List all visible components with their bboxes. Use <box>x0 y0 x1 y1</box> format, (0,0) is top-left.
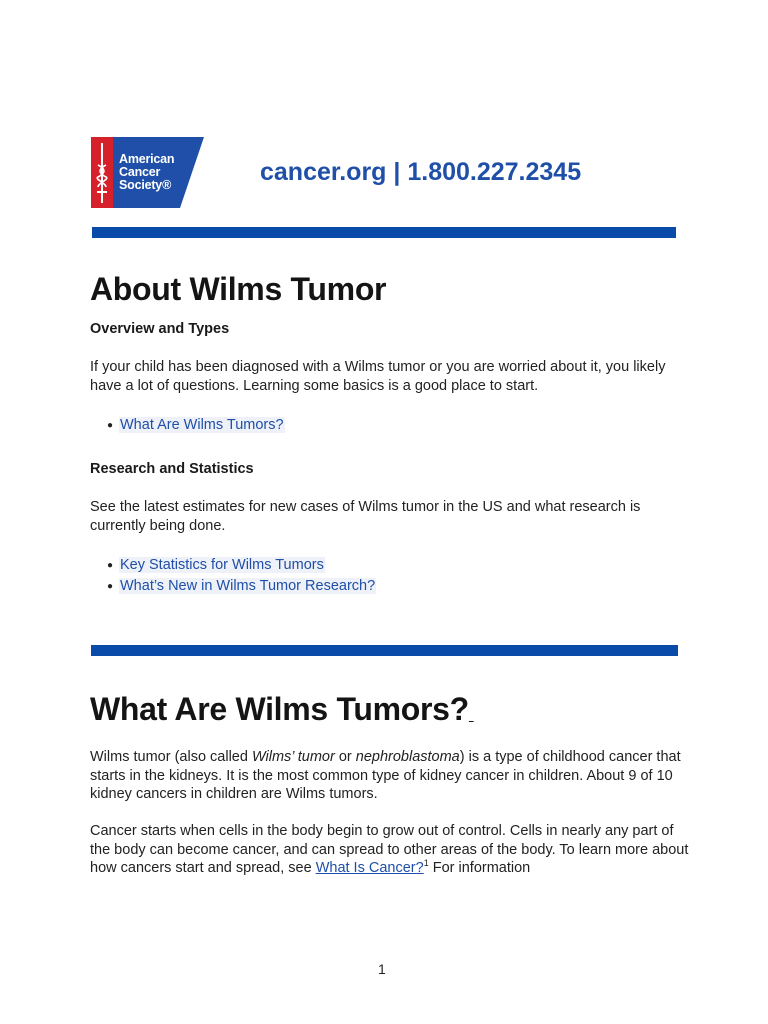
section-title-text: What Are Wilms Tumors? <box>90 691 469 727</box>
overview-heading: Overview and Types <box>90 321 230 337</box>
bullet-icon: ● <box>107 560 114 571</box>
contact-info: cancer.org | 1.800.227.2345 <box>260 158 582 186</box>
bullet-icon: ● <box>107 420 114 431</box>
logo-red-bar <box>91 137 113 208</box>
text-run: or <box>334 749 356 765</box>
section-divider <box>91 645 678 656</box>
list-item <box>107 576 376 597</box>
research-paragraph: See the latest estimates for new cases of Wilms tumor in the US and what research is currently being done. <box>90 499 641 534</box>
cancer-paragraph <box>90 822 690 878</box>
text-run: Cancer starts when cells in the body begin to grow out of control. Cells in nearly any part of the body can become cancer, and can spread to other areas of the body. To learn more about how cancers start and spread, see <box>90 823 689 876</box>
link-whats-new-research[interactable]: What’s New in Wilms Tumor Research? <box>120 578 376 594</box>
acs-logo <box>91 137 204 208</box>
italic-term: nephroblastoma <box>355 749 460 765</box>
link-key-statistics[interactable]: Key Statistics for Wilms Tumors <box>120 557 324 573</box>
sword-icon <box>95 143 109 203</box>
research-link-list <box>107 555 376 597</box>
overview-link-list <box>107 415 285 436</box>
page-number: 1 <box>378 961 386 977</box>
footnote-ref: 1 <box>423 858 429 869</box>
title-anchor <box>469 704 474 724</box>
overview-paragraph: If your child has been diagnosed with a Wilms tumor or you are worried about it, you likely have a lot of questions. Learning some basics is a good place to start. <box>90 359 666 394</box>
list-item <box>107 555 376 576</box>
list-item <box>107 415 285 436</box>
header-divider <box>92 227 676 238</box>
logo-line-2: Cancer <box>119 165 161 179</box>
italic-term: Wilms’ tumor <box>251 749 335 765</box>
definition-paragraph <box>90 748 690 804</box>
text-run: For information <box>428 860 531 876</box>
link-what-is-cancer[interactable]: What Is Cancer? <box>315 860 424 876</box>
link-what-are-wilms-tumors[interactable]: What Are Wilms Tumors? <box>120 417 284 433</box>
text-run: ) is a type of childhood cancer that starts in the kidneys. It is the most common type of kidney cancer in children. About 9 of 10 kidney cancers in children are Wilms tumors. <box>90 749 681 802</box>
text-run: Wilms tumor (also called <box>90 749 252 765</box>
logo-wordmark <box>119 153 199 192</box>
logo-line-3: Society® <box>119 178 172 192</box>
page-title: About Wilms Tumor <box>90 271 387 307</box>
logo-line-1: American <box>119 152 175 166</box>
bullet-icon: ● <box>107 581 114 592</box>
section-title <box>90 691 474 728</box>
research-heading: Research and Statistics <box>90 461 254 477</box>
